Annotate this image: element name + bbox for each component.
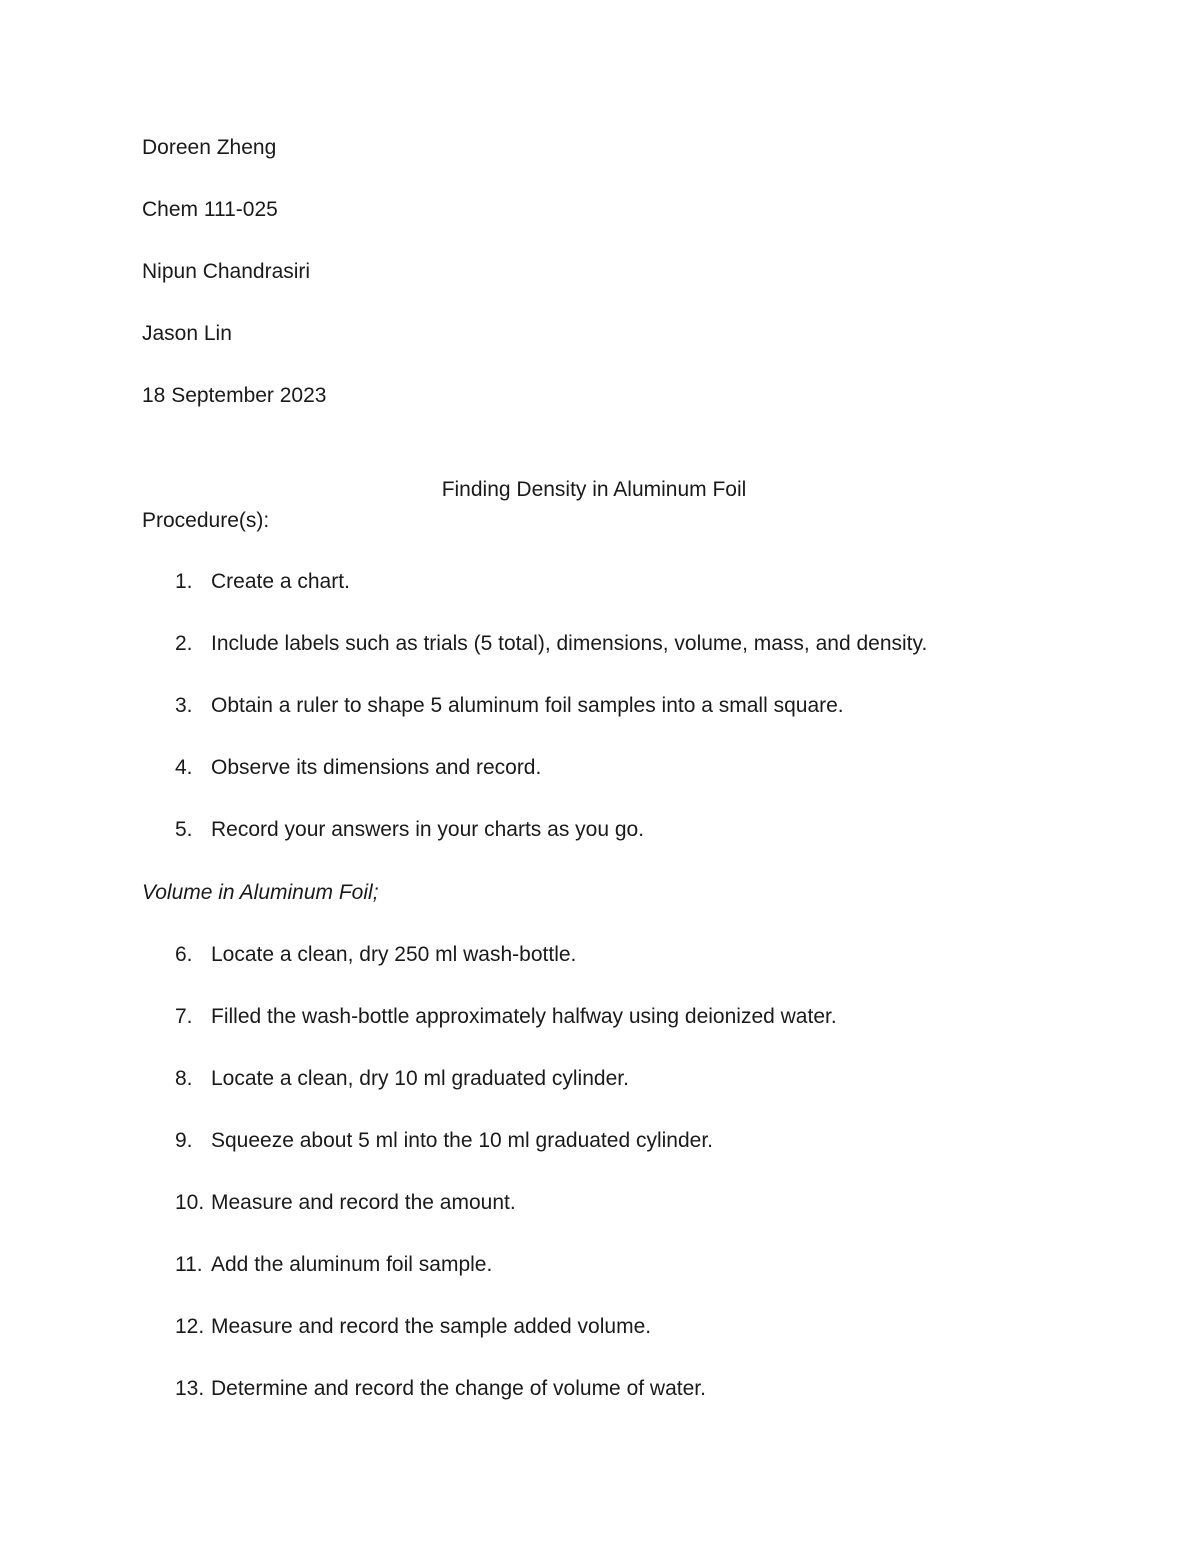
list-item-text: Squeeze about 5 ml into the 10 ml graduated cylinder. <box>211 1129 713 1152</box>
list-item-text: Measure and record the sample added volume. <box>211 1315 652 1338</box>
list-item <box>175 1127 713 1155</box>
list-item <box>175 941 576 969</box>
list-item <box>175 568 350 596</box>
list-item-number: 7. <box>175 1005 193 1028</box>
list-item-number: 4. <box>175 756 193 779</box>
list-item-number: 2. <box>175 632 193 655</box>
list-item-number: 10. <box>175 1191 205 1214</box>
list-item-number: 8. <box>175 1067 193 1090</box>
list-item-number: 13. <box>175 1377 205 1400</box>
list-item <box>175 1313 651 1341</box>
list-item <box>175 1189 516 1217</box>
volume-heading: Volume in Aluminum Foil; <box>142 881 379 904</box>
list-item-text: Determine and record the change of volume of water. <box>211 1377 706 1400</box>
list-item-text: Observe its dimensions and record. <box>211 756 542 779</box>
course-name: Chem 111-025 <box>142 198 278 221</box>
procedure-heading: Procedure(s): <box>142 509 270 532</box>
list-item <box>175 754 541 782</box>
partner-name-1: Nipun Chandrasiri <box>142 260 311 283</box>
list-item <box>175 630 927 658</box>
list-item <box>175 1003 837 1031</box>
document-title: Finding Density in Aluminum Foil <box>441 478 747 501</box>
list-item-text: Include labels such as trials (5 total), dimensions, volume, mass, and density. <box>211 632 928 655</box>
list-item <box>175 1065 629 1093</box>
list-item-number: 5. <box>175 818 193 841</box>
partner-name-2: Jason Lin <box>142 322 232 345</box>
list-item-text: Create a chart. <box>211 570 350 593</box>
list-item-number: 11. <box>175 1253 203 1276</box>
list-item-number: 1. <box>175 570 193 593</box>
student-name: Doreen Zheng <box>142 136 277 159</box>
list-item-number: 3. <box>175 694 193 717</box>
list-item <box>175 1251 492 1279</box>
list-item <box>175 692 844 720</box>
list-item-text: Locate a clean, dry 10 ml graduated cylinder. <box>211 1067 629 1090</box>
list-item-text: Obtain a ruler to shape 5 aluminum foil samples into a small square. <box>211 694 844 717</box>
list-item-number: 6. <box>175 943 193 966</box>
list-item-number: 9. <box>175 1129 193 1152</box>
list-item-number: 12. <box>175 1315 205 1338</box>
list-item <box>175 1375 706 1403</box>
list-item <box>175 816 644 844</box>
report-date: 18 September 2023 <box>142 384 327 407</box>
list-item-text: Filled the wash-bottle approximately halfway using deionized water. <box>211 1005 837 1028</box>
list-item-text: Locate a clean, dry 250 ml wash-bottle. <box>211 943 577 966</box>
list-item-text: Measure and record the amount. <box>211 1191 516 1214</box>
list-item-text: Add the aluminum foil sample. <box>211 1253 493 1276</box>
list-item-text: Record your answers in your charts as you go. <box>211 818 645 841</box>
